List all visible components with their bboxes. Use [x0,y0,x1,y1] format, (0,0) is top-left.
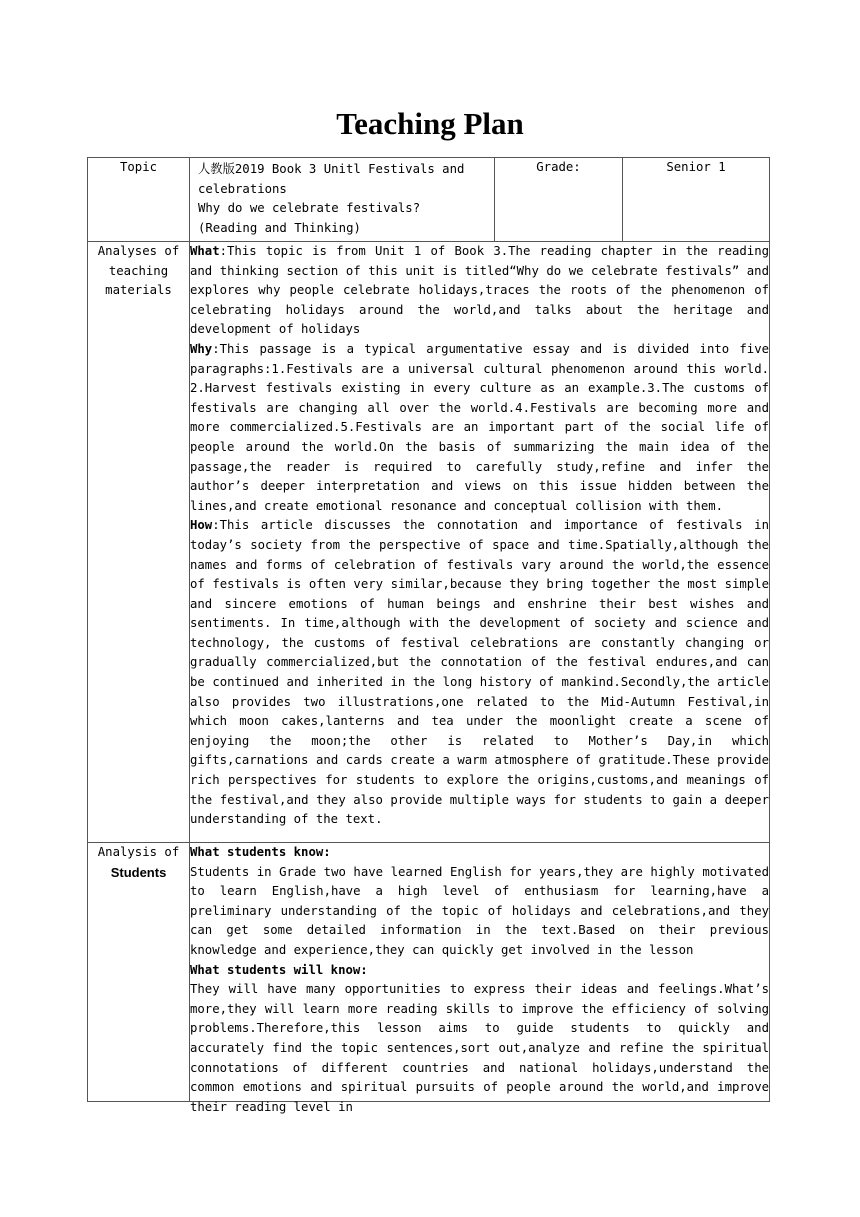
teaching-plan-table [87,157,770,1114]
topic-label: Topic [88,158,190,242]
know-heading: What students know: [190,845,331,859]
what-text: :This topic is from Unit 1 of Book 3.The reading chapter in the reading and thinking section of this unit is titled“Why do we celebrate festivals” and explores why people celebrate holidays,traces the roots of the phenomenon of celebrating holidays around the world,and talks about the heritage and development of holidays [190,244,769,337]
grade-label: Grade: [495,158,623,242]
students-label [88,843,190,1102]
why-heading: Why [190,341,213,356]
students-cell [190,843,770,1114]
topic-line: celebrations [198,181,287,196]
materials-cell [190,242,770,843]
know-text: Students in Grade two have learned English for years,they are highly motivated to learn English,have a high level of enthusiasm for learning,have a preliminary understanding of the topic of holidays and celebrations,and they can get some detailed information in the text.Based on their previous knowledge and experience,they can quickly get involved in the lesson [190,864,769,957]
how-text: :This article discusses the connotation and importance of festivals in today’s society from the perspective of space and time.Spatially,although the names and forms of celebration of festivals vary around the world,the essence of festivals is often very similar,because they bring together the most simple and sincere emotions of human beings and enshrine their best wishes and sentiments. In time,although with the development of society and science and technology, the customs of festival celebrations are constantly changing or gradually commercialized,but the connotation of the festival endures,and can be continued and inherited in the long history of mankind.Secondly,the article also provides two illustrations,one related to the Mid-Autumn Festival,in which moon cakes,lanterns and tea under the moonlight create a scene of enjoying the moon;the other is related to Mother’s Day,in which gifts,carnations and cards create a warm atmosphere of gratitude.These provide rich perspectives for students to explore the origins,customs,and meanings of the festival,and they also provide multiple ways for students to gain a deeper understanding of the text. [190,518,769,827]
what-heading: What [190,244,220,258]
grade-value: Senior 1 [623,158,770,242]
students-row [88,843,770,1102]
materials-row [88,242,770,843]
topic-cell [190,158,495,242]
what-paragraph [190,242,769,340]
students-label-line2: Students [110,864,167,880]
materials-label: Analyses of teaching materials [88,242,190,843]
topic-row [88,158,770,242]
students-label-line1: Analysis of [97,845,180,859]
will-know-heading: What students will know: [190,962,368,977]
topic-line: (Reading and Thinking) [198,220,361,235]
topic-line: Why do we celebrate festivals? [198,201,421,216]
how-heading: How [190,518,213,533]
how-paragraph [190,516,769,830]
why-paragraph [190,340,769,516]
will-know-text: They will have many opportunities to express their ideas and feelings.What’s more,they will learn more reading skills to improve the efficiency of solving problems.Therefore,this lesson aims to guide students to quickly and accurately find the topic sentences,sort out,analyze and refine the spiritual connotations of different countries and national holidays,understand the common emotions and spiritual pursuits of people around the world,and improve their reading level in [190,982,769,1114]
page-title: Teaching Plan [336,106,524,141]
why-text: :This passage is a typical argumentative essay and is divided into five paragraphs:1.Festivals are a universal cultural phenomenon around this world. 2.Harvest festivals existing in every culture as an example.3.The customs of festivals are changing all over the world.4.Festivals are becoming more and more commercialized.5.Festivals are an important part of the social life of people around the world.On the basis of summarizing the main idea of the passage,the reader is required to carefully study,refine and infer the author’s deeper interpretation and views on this issue hidden between the lines,and create emotional resonance and conceptual collision with them. [190,341,769,513]
topic-line: 人教版2019 Book 3 Unitl Festivals and [198,162,465,176]
